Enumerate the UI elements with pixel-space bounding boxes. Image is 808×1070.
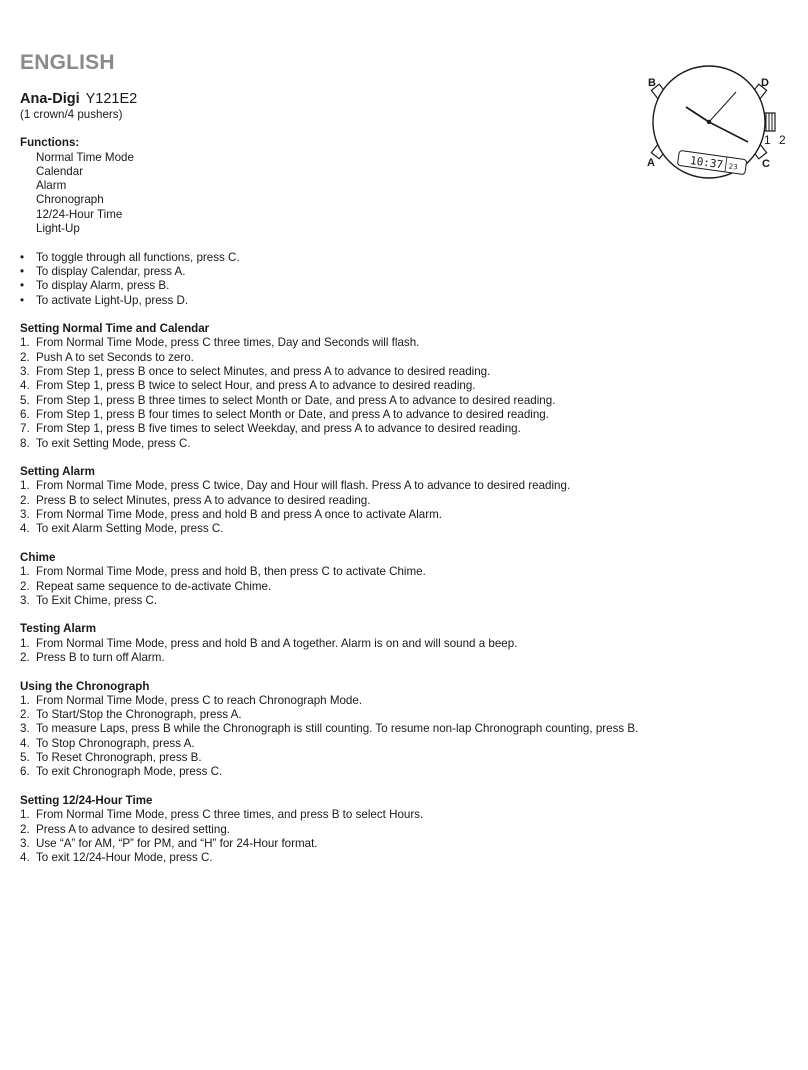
crown-position-1: 1 bbox=[764, 133, 771, 147]
step-item bbox=[20, 651, 780, 665]
step-number: 7. bbox=[20, 422, 30, 436]
step-number: 4. bbox=[20, 379, 30, 393]
step-text: To Start/Stop the Chronograph, press A. bbox=[36, 708, 242, 722]
label-c: C bbox=[762, 158, 770, 170]
step-item bbox=[20, 722, 780, 736]
step-number: 3. bbox=[20, 508, 30, 522]
step-number: 5. bbox=[20, 751, 30, 765]
step-item bbox=[20, 408, 780, 422]
step-item bbox=[20, 437, 780, 451]
step-number: 2. bbox=[20, 579, 30, 593]
step-number: 2. bbox=[20, 350, 30, 364]
section-title: Testing Alarm bbox=[20, 622, 97, 636]
lcd-date: 23 bbox=[728, 162, 739, 172]
step-number: 1. bbox=[20, 693, 30, 707]
step-number: 2. bbox=[20, 708, 30, 722]
step-text: To measure Laps, press B while the Chronograph is still counting. To resume non-lap Chronograph counting, press B. bbox=[36, 722, 639, 736]
step-text: From Step 1, press B once to select Minutes, and press A to advance to desired reading. bbox=[36, 365, 491, 379]
section-title: Chime bbox=[20, 550, 56, 564]
step-item bbox=[20, 737, 780, 751]
step-item bbox=[20, 808, 780, 822]
step-number: 3. bbox=[20, 836, 30, 850]
step-number: 6. bbox=[20, 407, 30, 421]
step-item bbox=[20, 479, 780, 493]
step-text: From Step 1, press B four times to select Month or Date, and press A to advance to desired reading. bbox=[36, 407, 549, 421]
step-number: 4. bbox=[20, 851, 30, 865]
label-a: A bbox=[647, 157, 655, 169]
function-item: Calendar bbox=[36, 164, 84, 178]
step-number: 4. bbox=[20, 736, 30, 750]
watch-diagram bbox=[640, 62, 792, 182]
step-text: From Normal Time Mode, press and hold B and press A once to activate Alarm. bbox=[36, 508, 442, 522]
step-text: Repeat same sequence to de-activate Chime. bbox=[36, 579, 272, 593]
step-text: Press B to turn off Alarm. bbox=[36, 650, 165, 664]
step-number: 6. bbox=[20, 765, 30, 779]
step-list bbox=[20, 336, 780, 450]
step-list bbox=[20, 637, 780, 666]
step-list bbox=[20, 479, 780, 536]
step-item bbox=[20, 522, 780, 536]
model-code: Y121E2 bbox=[85, 91, 138, 107]
model-subtitle: (1 crown/4 pushers) bbox=[20, 108, 123, 121]
step-item bbox=[20, 751, 780, 765]
step-text: From Step 1, press B five times to select Weekday, and press A to advance to desired reading. bbox=[36, 422, 521, 436]
function-item: Chronograph bbox=[36, 193, 104, 207]
step-number: 5. bbox=[20, 393, 30, 407]
step-number: 2. bbox=[20, 650, 30, 664]
quick-bullet-item: • To activate Light-Up, press D. bbox=[20, 294, 780, 308]
step-number: 1. bbox=[20, 565, 30, 579]
section-title: Setting 12/24-Hour Time bbox=[20, 793, 153, 807]
step-number: 3. bbox=[20, 722, 30, 736]
step-number: 3. bbox=[20, 365, 30, 379]
step-text: From Normal Time Mode, press and hold B, then press C to activate Chime. bbox=[36, 565, 426, 579]
step-number: 3. bbox=[20, 593, 30, 607]
function-item: Alarm bbox=[36, 179, 67, 193]
step-text: Press A to advance to desired setting. bbox=[36, 822, 230, 836]
step-number: 1. bbox=[20, 636, 30, 650]
step-item bbox=[20, 580, 780, 594]
center-pin bbox=[707, 120, 711, 124]
step-item bbox=[20, 637, 780, 651]
step-text: To Reset Chronograph, press B. bbox=[36, 751, 202, 765]
step-item bbox=[20, 837, 780, 851]
step-list bbox=[20, 565, 780, 608]
step-item bbox=[20, 494, 780, 508]
step-text: To Stop Chronograph, press A. bbox=[36, 736, 195, 750]
step-text: To exit Alarm Setting Mode, press C. bbox=[36, 522, 224, 536]
lcd-time: 10:37 bbox=[689, 153, 724, 172]
step-item bbox=[20, 694, 780, 708]
quick-bullet-item: • To display Calendar, press A. bbox=[20, 265, 780, 279]
function-item: Light-Up bbox=[36, 222, 80, 236]
functions-title: Functions: bbox=[20, 136, 80, 150]
section-title: Using the Chronograph bbox=[20, 679, 150, 693]
step-text: From Normal Time Mode, press C three times, Day and Seconds will flash. bbox=[36, 336, 420, 350]
quick-bullet-item: • To toggle through all functions, press C. bbox=[20, 251, 780, 265]
section-title: Setting Alarm bbox=[20, 465, 95, 479]
step-text: From Normal Time Mode, press C three times, and press B to select Hours. bbox=[36, 808, 424, 822]
step-number: 8. bbox=[20, 436, 30, 450]
step-number: 1. bbox=[20, 479, 30, 493]
step-text: Push A to set Seconds to zero. bbox=[36, 350, 194, 364]
crown-position-2: 2 bbox=[779, 133, 786, 147]
step-item bbox=[20, 594, 780, 608]
instruction-sections bbox=[20, 308, 780, 866]
step-text: From Normal Time Mode, press C to reach Chronograph Mode. bbox=[36, 693, 363, 707]
step-list bbox=[20, 808, 780, 865]
step-item bbox=[20, 422, 780, 436]
function-item: Normal Time Mode bbox=[36, 150, 134, 164]
quick-bullet-list bbox=[20, 251, 780, 308]
step-item bbox=[20, 365, 780, 379]
step-number: 1. bbox=[20, 336, 30, 350]
step-number: 1. bbox=[20, 808, 30, 822]
step-text: Use “A” for AM, “P” for PM, and “H” for 24-Hour format. bbox=[36, 836, 318, 850]
step-text: To exit Setting Mode, press C. bbox=[36, 436, 191, 450]
section-title: Setting Normal Time and Calendar bbox=[20, 322, 210, 336]
step-item bbox=[20, 851, 780, 865]
step-item bbox=[20, 708, 780, 722]
label-d: D bbox=[761, 77, 769, 89]
step-text: Press B to select Minutes, press A to advance to desired reading. bbox=[36, 493, 371, 507]
step-number: 4. bbox=[20, 522, 30, 536]
language-heading: ENGLISH bbox=[20, 51, 115, 74]
step-text: To exit Chronograph Mode, press C. bbox=[36, 765, 223, 779]
step-text: To exit 12/24-Hour Mode, press C. bbox=[36, 851, 213, 865]
step-text: From Normal Time Mode, press C twice, Day and Hour will flash. Press A to advance to desired reading. bbox=[36, 479, 571, 493]
quick-bullet-item: • To display Alarm, press B. bbox=[20, 279, 780, 293]
step-item bbox=[20, 379, 780, 393]
step-item bbox=[20, 508, 780, 522]
step-item bbox=[20, 336, 780, 350]
step-number: 2. bbox=[20, 493, 30, 507]
step-item bbox=[20, 765, 780, 779]
step-text: From Step 1, press B three times to select Month or Date, and press A to advance to desired reading. bbox=[36, 393, 556, 407]
step-number: 2. bbox=[20, 822, 30, 836]
step-item bbox=[20, 394, 780, 408]
model-name: Ana-Digi bbox=[20, 91, 80, 107]
function-item: 12/24-Hour Time bbox=[36, 207, 123, 221]
step-list bbox=[20, 694, 780, 780]
step-text: From Normal Time Mode, press and hold B and A together. Alarm is on and will sound a beep. bbox=[36, 636, 518, 650]
step-item bbox=[20, 565, 780, 579]
step-text: To Exit Chime, press C. bbox=[36, 593, 158, 607]
label-b: B bbox=[648, 77, 656, 89]
step-item bbox=[20, 351, 780, 365]
step-item bbox=[20, 823, 780, 837]
step-text: From Step 1, press B twice to select Hour, and press A to advance to desired reading. bbox=[36, 379, 476, 393]
